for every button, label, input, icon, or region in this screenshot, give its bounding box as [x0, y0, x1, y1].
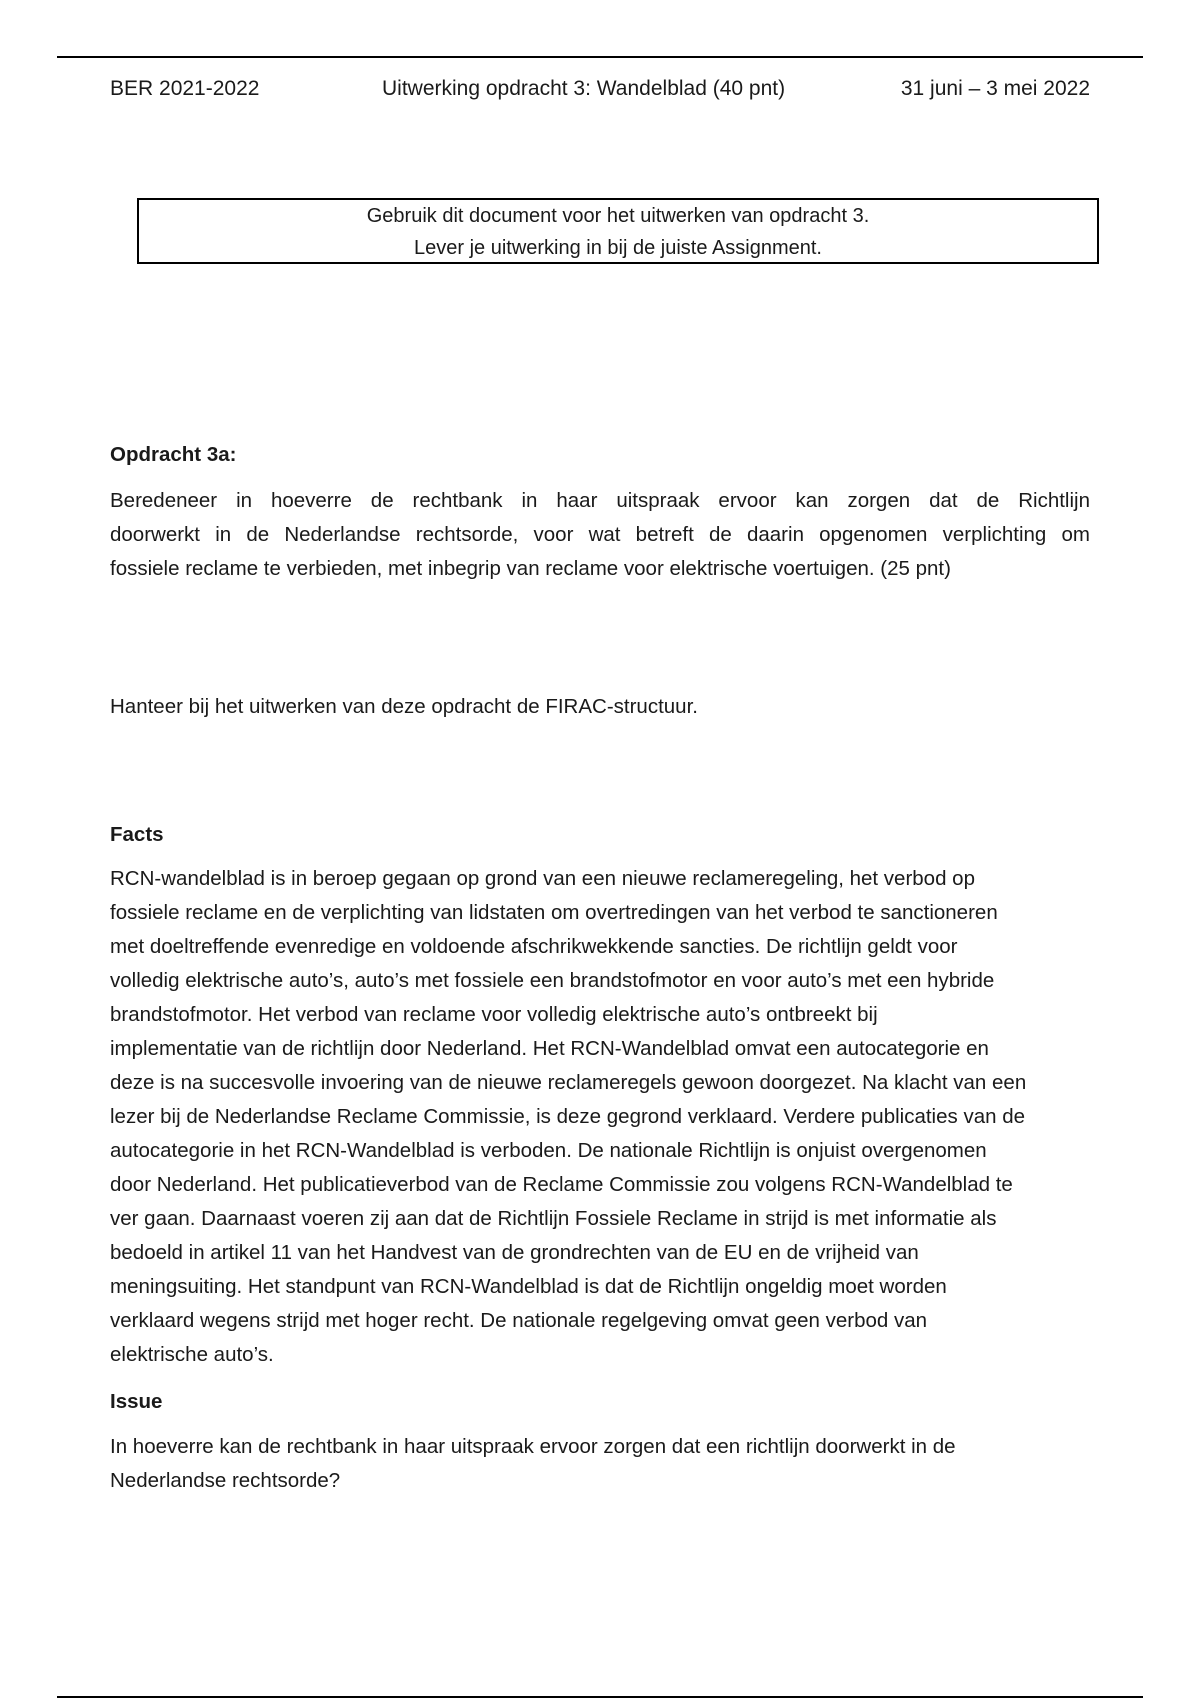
facts-line: brandstofmotor. Het verbod van reclame voor volledig elektrische auto’s ontbreekt bij — [110, 1003, 878, 1026]
facts-line: volledig elektrische auto’s, auto’s met fossiele een brandstofmotor en voor auto’s met een hybride — [110, 969, 995, 992]
opdracht-line: Beredeneer in hoeverre de rechtbank in haar uitspraak ervoor kan zorgen dat de Richtlijn — [110, 489, 1090, 512]
facts-line: bedoeld in artikel 11 van het Handvest van de grondrechten van de EU en de vrijheid van — [110, 1241, 919, 1264]
facts-line: lezer bij de Nederlandse Reclame Commissie, is deze gegrond verklaard. Verdere publicaties van de — [110, 1105, 1026, 1128]
notice-line-1: Gebruik dit document voor het uitwerken van opdracht 3. — [366, 205, 870, 227]
issue-line: In hoeverre kan de rechtbank in haar uitspraak ervoor zorgen dat een richtlijn doorwerkt in de — [110, 1435, 956, 1458]
header-title: Uitwerking opdracht 3: Wandelblad (40 pnt) — [382, 77, 786, 100]
notice-line-2: Lever je uitwerking in bij de juiste Assignment. — [414, 237, 822, 259]
facts-line: deze is na succesvolle invoering van de nieuwe reclameregels gewoon doorgezet. Na klacht van een — [110, 1071, 1027, 1094]
header-rule — [57, 56, 1143, 58]
facts-line: autocategorie in het RCN-Wandelblad is verboden. De nationale Richtlijn is onjuist overgenomen — [110, 1139, 987, 1162]
header-date: 31 juni – 3 mei 2022 — [900, 77, 1090, 100]
opdracht-heading: Opdracht 3a: — [110, 443, 237, 466]
issue-line: Nederlandse rechtsorde? — [110, 1469, 341, 1492]
opdracht-line: fossiele reclame te verbieden, met inbegrip van reclame voor elektrische voertuigen. (25 pnt) — [110, 557, 951, 580]
facts-line: fossiele reclame en de verplichting van lidstaten om overtredingen van het verbod te sanctioneren — [110, 901, 998, 924]
footer-rule — [57, 1696, 1143, 1698]
facts-text — [110, 862, 1090, 1372]
opdracht-text — [110, 484, 1090, 586]
facts-line: meningsuiting. Het standpunt van RCN-Wandelblad is dat de Richtlijn ongeldig moet worden — [110, 1275, 947, 1298]
firac-instruction: Hanteer bij het uitwerken van deze opdracht de FIRAC-structuur. — [110, 695, 698, 718]
page-header — [110, 74, 1090, 104]
facts-line: verklaard wegens strijd met hoger recht. De nationale regelgeving omvat geen verbod van — [110, 1309, 928, 1332]
facts-line: implementatie van de richtlijn door Nederland. Het RCN-Wandelblad omvat een autocategorie en — [110, 1037, 989, 1060]
facts-line: elektrische auto’s. — [110, 1343, 274, 1366]
opdracht-line: doorwerkt in de Nederlandse rechtsorde, voor wat betreft de daarin opgenomen verplichting om — [110, 523, 1090, 546]
facts-line: met doeltreffende evenredige en voldoende afschrikwekkende sancties. De richtlijn geldt voor — [110, 935, 958, 958]
header-course: BER 2021-2022 — [110, 77, 260, 100]
facts-line: door Nederland. Het publicatieverbod van de Reclame Commissie zou volgens RCN-Wandelblad te — [110, 1173, 1013, 1196]
notice-box — [137, 198, 1099, 264]
issue-text — [110, 1430, 1090, 1498]
issue-heading: Issue — [110, 1390, 163, 1413]
facts-line: RCN-wandelblad is in beroep gegaan op grond van een nieuwe reclameregeling, het verbod op — [110, 867, 975, 890]
facts-line: ver gaan. Daarnaast voeren zij aan dat de Richtlijn Fossiele Reclame in strijd is met informatie als — [110, 1207, 997, 1230]
facts-heading: Facts — [110, 823, 164, 846]
